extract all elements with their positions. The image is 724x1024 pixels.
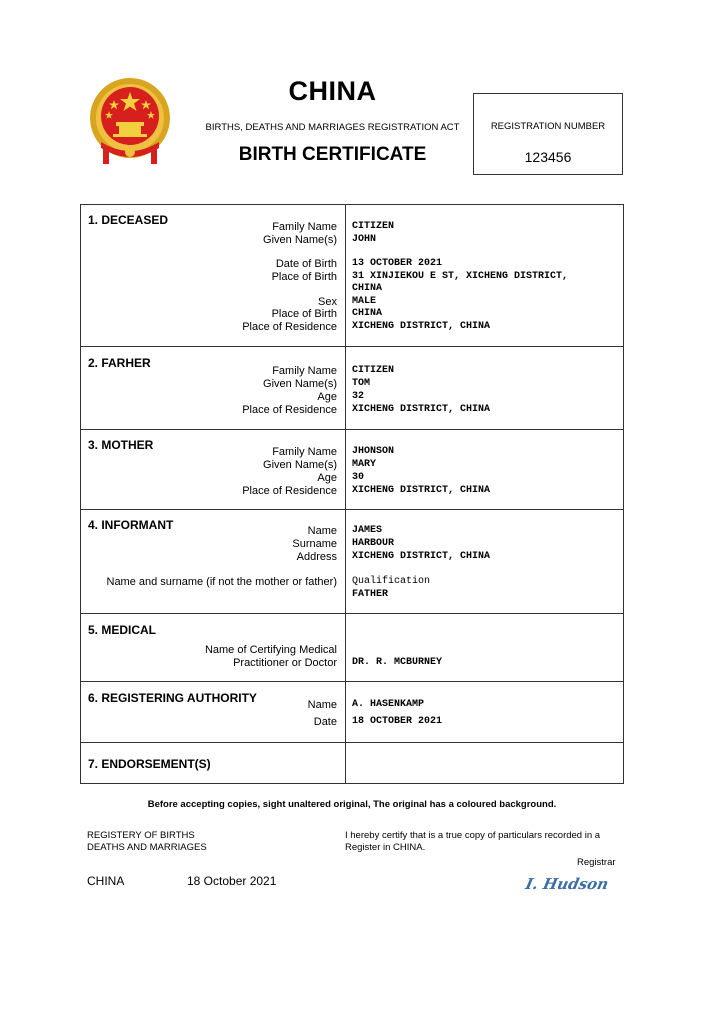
registration-act: BIRTHS, DEATHS AND MARRIAGES REGISTRATION ACT xyxy=(205,122,460,133)
authority-date-label: Date xyxy=(313,716,337,728)
deceased-given-names-label: Given Name(s) xyxy=(263,234,337,246)
informant-surname-label: Surname xyxy=(292,538,337,550)
certificate-table xyxy=(80,204,624,784)
father-age: 32 xyxy=(352,391,365,402)
footer-date: 18 October 2021 xyxy=(187,874,277,888)
informant-qualification: FATHER xyxy=(352,589,389,600)
informant-surname: HARBOUR xyxy=(352,538,395,549)
mother-family-name-label: Family Name xyxy=(272,446,337,458)
father-residence: XICHENG DISTRICT, CHINA xyxy=(352,404,491,415)
informant-qualification-label: Qualification xyxy=(352,576,431,587)
deceased-pob2-label: Place of Birth xyxy=(271,308,337,320)
row-divider xyxy=(81,681,623,682)
mother-age-label: Age xyxy=(317,472,337,484)
section-father-heading: 2. FARHER xyxy=(88,356,151,370)
registrar-signature xyxy=(522,875,623,901)
medical-practitioner: DR. R. MCBURNEY xyxy=(352,657,443,668)
informant-relation-label: Name and surname (if not the mother or father) xyxy=(106,576,337,588)
registration-number: 123456 xyxy=(524,149,572,165)
medical-practitioner-label-line2: Practitioner or Doctor xyxy=(233,657,337,669)
mother-residence-label: Place of Residence xyxy=(242,485,337,497)
father-given-names: TOM xyxy=(352,378,371,389)
mother-residence: XICHENG DISTRICT, CHINA xyxy=(352,485,491,496)
informant-address-label: Address xyxy=(296,551,337,563)
row-divider xyxy=(81,346,623,347)
country-title: CHINA xyxy=(288,76,377,106)
informant-address: XICHENG DISTRICT, CHINA xyxy=(352,551,491,562)
deceased-family-name-label: Family Name xyxy=(272,221,337,233)
deceased-sex-label: Sex xyxy=(318,296,337,308)
mother-given-names: MARY xyxy=(352,459,377,470)
father-family-name: CITIZEN xyxy=(352,365,395,376)
section-informant-heading: 4. INFORMANT xyxy=(88,518,174,532)
authority-date: 18 OCTOBER 2021 xyxy=(352,716,443,727)
father-family-name-label: Family Name xyxy=(272,365,337,377)
signature-text: I. Hudson xyxy=(523,875,611,893)
deceased-pob2: CHINA xyxy=(352,308,383,319)
mother-age: 30 xyxy=(352,472,365,483)
deceased-residence-label: Place of Residence xyxy=(242,321,337,333)
deceased-pob-line2: CHINA xyxy=(352,283,383,294)
row-divider xyxy=(81,613,623,614)
certify-block xyxy=(345,830,600,853)
deceased-sex: MALE xyxy=(352,296,377,307)
informant-name: JAMES xyxy=(352,525,383,536)
registry-line1: REGISTERY OF BIRTHS xyxy=(87,830,195,841)
certificate-title: BIRTH CERTIFICATE xyxy=(238,144,427,165)
deceased-dob: 13 OCTOBER 2021 xyxy=(352,258,443,269)
original-notice: Before accepting copies, sight unaltered original, The original has a coloured background. xyxy=(147,799,557,810)
medical-practitioner-label-line1: Name of Certifying Medical xyxy=(204,644,337,656)
registry-block xyxy=(87,830,207,853)
informant-name-label: Name xyxy=(307,525,337,537)
row-divider xyxy=(81,509,623,510)
section-medical-heading: 5. MEDICAL xyxy=(88,623,157,637)
certify-line2: Register in CHINA. xyxy=(345,841,426,853)
deceased-given-names: JOHN xyxy=(352,234,377,245)
registration-number-box xyxy=(473,93,623,175)
registry-line2: DEATHS AND MARRIAGES xyxy=(87,841,207,853)
registration-number-label: REGISTRATION NUMBER xyxy=(490,121,606,132)
registrar-label: Registrar xyxy=(577,857,616,868)
deceased-pob-label: Place of Birth xyxy=(271,271,337,283)
column-divider xyxy=(345,205,346,783)
national-emblem-icon xyxy=(87,78,173,170)
deceased-dob-label: Date of Birth xyxy=(275,258,337,270)
mother-family-name: JHONSON xyxy=(352,446,395,457)
section-authority-heading: 6. REGISTERING AUTHORITY xyxy=(88,691,257,705)
deceased-pob-line1: 31 XINJIEKOU E ST, XICHENG DISTRICT, xyxy=(352,271,569,282)
certify-line1: I hereby certify that is a true copy of particulars recorded in a xyxy=(345,830,601,841)
authority-name-label: Name xyxy=(307,699,337,711)
row-divider xyxy=(81,429,623,430)
footer-place: CHINA xyxy=(87,874,125,888)
father-residence-label: Place of Residence xyxy=(242,404,337,416)
section-mother-heading: 3. MOTHER xyxy=(88,438,154,452)
father-given-names-label: Given Name(s) xyxy=(263,378,337,390)
father-age-label: Age xyxy=(317,391,337,403)
deceased-family-name: CITIZEN xyxy=(352,221,395,232)
section-endorsement-heading: 7. ENDORSEMENT(S) xyxy=(88,757,211,771)
deceased-residence: XICHENG DISTRICT, CHINA xyxy=(352,321,491,332)
authority-name: A. HASENKAMP xyxy=(352,699,425,710)
section-deceased-heading: 1. DECEASED xyxy=(88,213,169,227)
row-divider xyxy=(81,742,623,743)
mother-given-names-label: Given Name(s) xyxy=(263,459,337,471)
